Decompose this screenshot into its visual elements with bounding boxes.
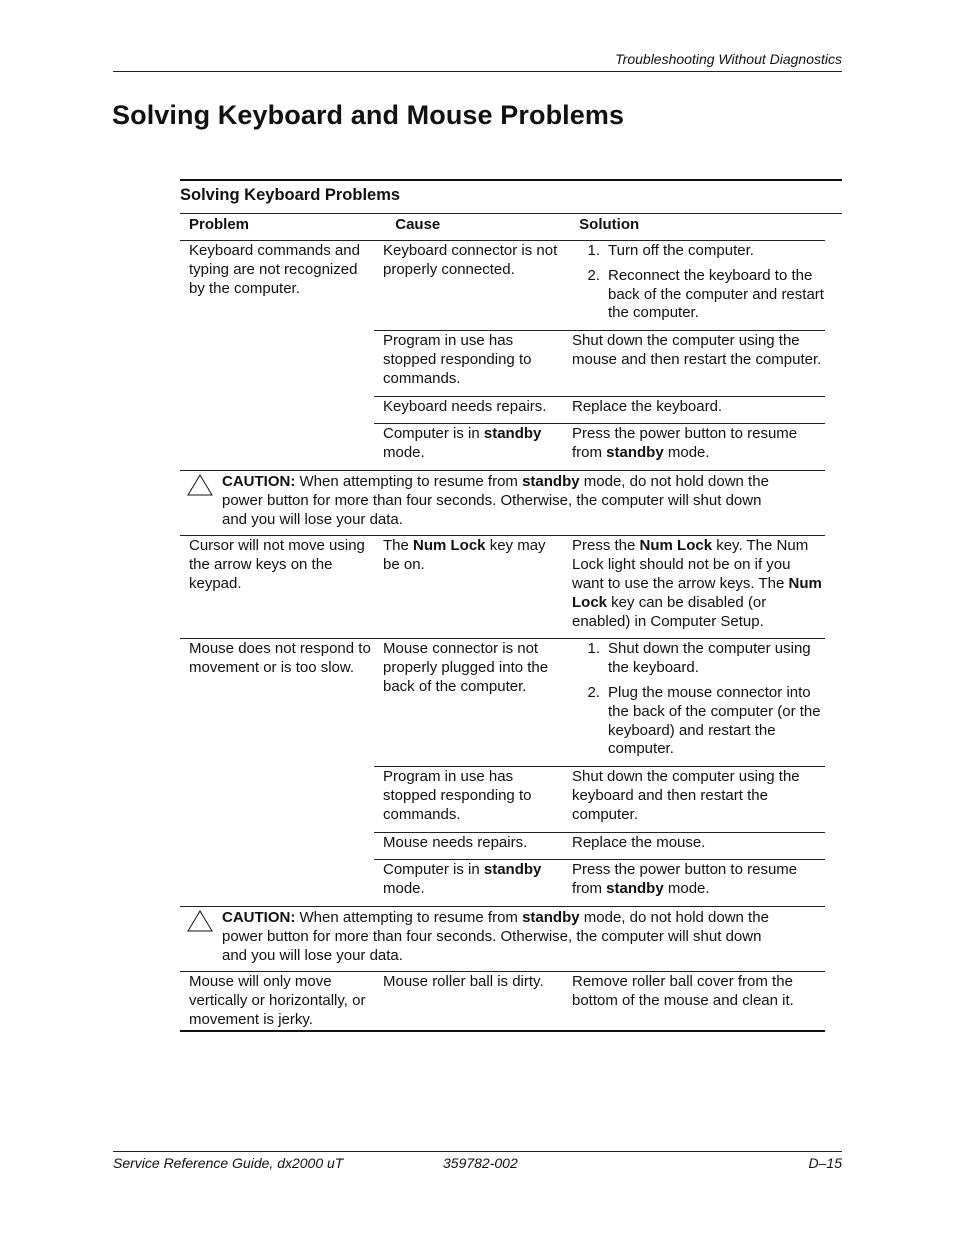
table-row <box>374 972 825 1018</box>
solution-cell: Remove roller ball cover from the bottom of the mouse and clean it. <box>572 973 794 1010</box>
caution-text: CAUTION: When attempting to resume from standby mode, do not hold down the power button for more than four seconds. Otherwise, the computer will shut down and you will lose your data. <box>222 908 769 964</box>
list-item <box>572 267 825 323</box>
table-row <box>374 767 825 832</box>
step-number: 1. <box>587 242 600 259</box>
step-text: Turn off the computer. <box>608 242 754 259</box>
table-header-row <box>180 214 825 241</box>
step-text: Plug the mouse connector into the back of the computer (or the keyboard) and restart the computer. <box>608 683 821 758</box>
footer-part-number: 359782-002 <box>443 1155 518 1171</box>
caution-icon <box>186 909 222 965</box>
running-head: Troubleshooting Without Diagnostics <box>615 51 842 67</box>
table-row <box>374 536 825 638</box>
cause-cell: Mouse connector is not properly plugged into the back of the computer. <box>383 640 549 695</box>
table-row <box>374 639 825 767</box>
table-title: Solving Keyboard Problems <box>180 181 842 214</box>
column-header-cause: Cause <box>395 216 441 233</box>
table-row-group <box>180 241 825 471</box>
table-row <box>374 860 825 906</box>
solution-cell: Press the power button to resume from standby mode. <box>572 861 798 898</box>
solution-cell <box>563 639 825 766</box>
footer-doc-title: Service Reference Guide, dx2000 uT <box>113 1155 344 1171</box>
footer-page-number: D–15 <box>808 1155 842 1171</box>
table-row-group <box>180 639 825 907</box>
solution-steps <box>572 242 825 323</box>
cause-cell: Program in use has stopped responding to commands. <box>383 768 532 823</box>
solution-steps <box>572 640 825 759</box>
table-row <box>374 397 825 425</box>
cause-cell: Keyboard connector is not properly connected. <box>383 242 558 278</box>
solution-cell: Replace the mouse. <box>572 833 706 851</box>
cause-cell: The Num Lock key may be on. <box>383 537 546 574</box>
cause-cell: Computer is in standby mode. <box>383 425 542 462</box>
table-row <box>374 833 825 861</box>
step-number: 1. <box>587 640 600 658</box>
solution-cell: Replace the keyboard. <box>572 397 723 415</box>
solution-cell: Shut down the computer using the keyboard and then restart the computer. <box>572 768 800 823</box>
footer-rule <box>113 1151 842 1152</box>
step-number: 2. <box>587 683 600 701</box>
column-header-problem: Problem <box>189 216 250 233</box>
problem-cell: Mouse does not respond to movement or is too slow. <box>189 640 371 677</box>
solution-cell: Shut down the computer using the mouse and then restart the computer. <box>572 332 822 368</box>
cause-cell: Mouse needs repairs. <box>383 833 528 851</box>
cause-cell: Program in use has stopped responding to commands. <box>383 332 532 387</box>
list-item <box>572 684 825 759</box>
table-row <box>374 241 825 331</box>
column-header-solution: Solution <box>579 216 640 233</box>
page-title: Solving Keyboard and Mouse Problems <box>112 100 625 130</box>
step-text: Shut down the computer using the keyboard. <box>608 640 811 677</box>
table-row <box>374 424 825 470</box>
solution-cell: Press the Num Lock key. The Num Lock light should not be on if you want to use the arrow keys. The Num Lock key can be disabled (or enabled) in Computer Setup. <box>572 537 822 630</box>
list-item <box>572 242 825 261</box>
cause-cell: Keyboard needs repairs. <box>383 397 547 415</box>
header-rule <box>113 71 842 72</box>
cause-cell: Mouse roller ball is dirty. <box>383 973 544 991</box>
table-row <box>374 331 825 396</box>
caution-icon <box>186 473 222 529</box>
solution-cell <box>563 241 825 330</box>
caution-note <box>180 907 825 972</box>
problem-cell: Cursor will not move using the arrow keys on the keypad. <box>189 537 365 592</box>
table-row-group <box>180 972 825 1031</box>
caution-text: CAUTION: When attempting to resume from standby mode, do not hold down the power button for more than four seconds. Otherwise, the computer will shut down and you will lose your data. <box>222 472 769 528</box>
list-item <box>572 640 825 678</box>
problem-cell: Mouse will only move vertically or horizontally, or movement is jerky. <box>189 973 366 1028</box>
cause-cell: Computer is in standby mode. <box>383 861 542 898</box>
solution-cell: Press the power button to resume from standby mode. <box>572 425 798 462</box>
step-number: 2. <box>587 266 600 284</box>
caution-note <box>180 471 825 536</box>
troubleshooting-table <box>180 179 842 1032</box>
step-text: Reconnect the keyboard to the back of the computer and restart the computer. <box>608 266 824 322</box>
table-row-group <box>180 536 825 639</box>
table-grid <box>180 214 825 1032</box>
problem-cell: Keyboard commands and typing are not recognized by the computer. <box>189 242 360 297</box>
